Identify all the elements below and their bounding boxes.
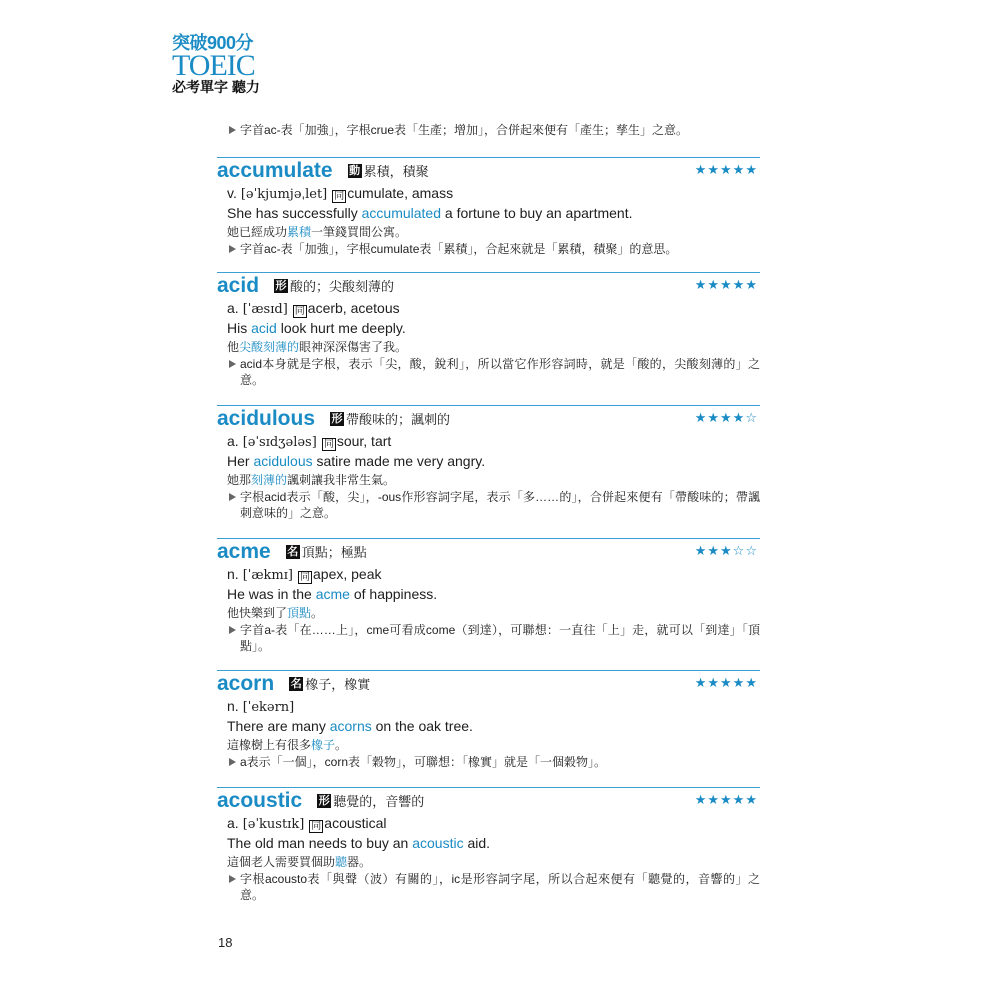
example-before: The old man needs to buy an — [227, 835, 413, 851]
translation — [217, 338, 760, 356]
translation-highlight: 橡子 — [311, 738, 336, 752]
synonym-badge: 同 — [294, 306, 305, 317]
triangle-bullet-icon — [228, 356, 240, 372]
example-sentence — [217, 584, 760, 604]
meaning: 酸的；尖酸刻薄的 — [290, 279, 395, 294]
continued-note — [228, 122, 760, 138]
headword: acorn — [217, 672, 275, 695]
phonetic: [ˈekərn] — [242, 700, 295, 715]
etymology-note — [228, 241, 760, 257]
part-of-speech-badge: 形 — [331, 412, 343, 425]
triangle-bullet-icon — [228, 754, 240, 770]
example-highlight: acorns — [329, 718, 372, 734]
translation-before: 她那 — [227, 473, 252, 487]
star-rating: ★★★★★ — [694, 676, 758, 691]
translation-before: 他快樂到了 — [227, 606, 288, 620]
part-of-speech-badge: 形 — [275, 279, 287, 292]
logo-brand: TOEIC — [172, 49, 255, 82]
star-rating: ★★★★★ — [694, 163, 758, 178]
phonetic: [ˈækmɪ] — [242, 568, 293, 583]
etymology-note — [228, 356, 760, 388]
synonyms: sour, tart — [336, 433, 392, 449]
part-of-speech-badge: 形 — [318, 794, 330, 807]
phonetic: [ˈæsɪd] — [242, 302, 288, 317]
example-before: She has successfully — [227, 205, 362, 221]
meaning: 橡子，橡實 — [305, 677, 371, 692]
translation-after: 。 — [311, 606, 324, 620]
etymology-note — [228, 871, 760, 903]
example-highlight: acoustic — [412, 835, 464, 851]
logo-subtitle: 必考單字 聽力 — [172, 79, 260, 95]
part-of-speech-badge: 動 — [349, 164, 361, 177]
part-of-speech: a. — [227, 815, 239, 831]
translation — [217, 471, 760, 489]
example-after: on the oak tree. — [371, 718, 473, 734]
synonyms: acoustical — [324, 815, 387, 831]
entry-header — [217, 273, 760, 298]
logo-title: 突破900分 — [172, 33, 254, 53]
entry-acidulous — [217, 405, 760, 521]
part-of-speech: n. — [227, 698, 239, 714]
synonym-badge: 同 — [334, 191, 345, 202]
entry-acorn — [217, 670, 760, 770]
translation-before: 她已經成功 — [227, 225, 288, 239]
translation-before: 這橡樹上有很多 — [227, 738, 312, 752]
triangle-bullet-icon — [228, 241, 240, 257]
headword: acidulous — [217, 407, 316, 430]
synonyms: cumulate, amass — [347, 185, 454, 201]
part-of-speech: a. — [227, 300, 239, 316]
translation-highlight: 頂點 — [287, 606, 312, 620]
book-logo — [172, 33, 272, 96]
translation-highlight: 刻薄的 — [251, 473, 288, 487]
meaning: 累積，積聚 — [363, 164, 429, 179]
star-rating: ★★★☆☆ — [694, 544, 758, 559]
headword: acoustic — [217, 789, 303, 812]
entry-header — [217, 788, 760, 813]
translation-after: 諷刺讓我非常生氣。 — [287, 473, 396, 487]
translation-highlight: 尖酸刻薄的 — [239, 340, 300, 354]
example-sentence — [217, 318, 760, 338]
note-text: 字根acousto表「與聲（波）有關的」，ic是形容詞字尾，所以合起來便有「聽覺的，音響的」之意。 — [240, 872, 760, 902]
pronunciation-line — [217, 431, 760, 451]
pronunciation-line — [217, 696, 760, 716]
note-text: 字首a-表「在……上」，cme可看成come（到達），可聯想：一直往「上」走，就可以「到達」「頂點」。 — [240, 623, 760, 653]
entry-accumulate — [217, 157, 760, 257]
note-text: a表示「一個」，corn表「穀物」，可聯想：「橡實」就是「一個穀物」。 — [240, 755, 607, 769]
translation-after: 。 — [335, 738, 348, 752]
entry-header — [217, 406, 760, 431]
triangle-bullet-icon — [228, 622, 240, 638]
headword: acid — [217, 274, 260, 297]
meaning: 帶酸味的；諷刺的 — [346, 412, 451, 427]
synonym-badge: 同 — [300, 572, 310, 583]
synonyms: apex, peak — [313, 566, 382, 582]
synonym-badge: 同 — [323, 439, 334, 450]
note-text: 字首ac-表「加強」，字根cumulate表「累積」，合起來就是「累積，積聚」的意思。 — [240, 242, 678, 256]
example-before: Her — [227, 453, 254, 469]
part-of-speech: n. — [227, 566, 239, 582]
translation — [217, 223, 760, 241]
part-of-speech: v. — [227, 185, 237, 201]
example-sentence — [217, 833, 760, 853]
etymology-note — [228, 754, 760, 770]
translation-after: 一筆錢買間公寓。 — [311, 225, 408, 239]
star-rating: ★★★★☆ — [694, 411, 758, 426]
example-before: He was in the — [227, 586, 316, 602]
entry-acid — [217, 272, 760, 388]
entry-header — [217, 671, 760, 696]
example-after: look hurt me deeply. — [276, 320, 406, 336]
translation-after: 器。 — [347, 855, 372, 869]
example-after: satire made me very angry. — [312, 453, 486, 469]
example-after: of happiness. — [349, 586, 438, 602]
entry-header — [217, 158, 760, 183]
star-rating: ★★★★★ — [694, 793, 758, 808]
example-sentence — [217, 716, 760, 736]
synonym-badge: 同 — [311, 821, 322, 832]
page-number: 18 — [218, 935, 233, 950]
note-text: 字根acid表示「酸，尖」，-ous作形容詞字尾，表示「多……的」，合併起來便有「帶酸味的；帶諷刺意味的」之意。 — [240, 490, 760, 520]
part-of-speech-badge: 名 — [287, 545, 299, 558]
phonetic: [əˈkjumjəˌlet] — [240, 187, 328, 202]
pronunciation-line — [217, 183, 760, 203]
translation-highlight: 聽 — [335, 855, 348, 869]
example-highlight: acme — [315, 586, 350, 602]
entry-acoustic — [217, 787, 760, 903]
etymology-note — [228, 622, 760, 654]
example-before: There are many — [227, 718, 330, 734]
triangle-bullet-icon — [228, 871, 240, 887]
example-sentence — [217, 203, 760, 223]
entry-acme — [217, 538, 760, 654]
note-text: 字首ac-表「加強」，字根crue表「生產；增加」，合併起來便有「產生；孳生」之意。 — [240, 123, 689, 137]
example-after: aid. — [463, 835, 491, 851]
translation — [217, 853, 760, 871]
phonetic: [əˈkustɪk] — [242, 817, 305, 832]
translation-highlight: 累積 — [287, 225, 312, 239]
translation-before: 這個老人需要買個助 — [227, 855, 336, 869]
meaning: 聽覺的，音響的 — [333, 794, 425, 809]
example-highlight: acidulous — [253, 453, 313, 469]
part-of-speech-badge: 名 — [290, 677, 302, 690]
headword: acme — [217, 540, 271, 563]
note-text: acid本身就是字根，表示「尖，酸，銳利」，所以當它作形容詞時，就是「酸的，尖酸刻薄的」之意。 — [240, 357, 760, 387]
meaning: 頂點；極點 — [301, 545, 367, 560]
headword: accumulate — [217, 159, 333, 182]
pronunciation-line — [217, 813, 760, 833]
triangle-bullet-icon — [228, 489, 240, 505]
star-rating: ★★★★★ — [694, 278, 758, 293]
example-after: a fortune to buy an apartment. — [441, 205, 633, 221]
pronunciation-line — [217, 298, 760, 318]
entry-header — [217, 539, 760, 564]
translation — [217, 604, 760, 622]
triangle-bullet-icon — [228, 122, 240, 138]
example-highlight: acid — [251, 320, 277, 336]
phonetic: [əˈsɪdʒələs] — [242, 435, 317, 450]
etymology-note — [228, 489, 760, 521]
pronunciation-line — [217, 564, 760, 584]
translation-before: 他 — [227, 340, 240, 354]
example-highlight: accumulated — [361, 205, 442, 221]
synonyms: acerb, acetous — [307, 300, 400, 316]
example-sentence — [217, 451, 760, 471]
translation-after: 眼神深深傷害了我。 — [299, 340, 408, 354]
example-before: His — [227, 320, 252, 336]
part-of-speech: a. — [227, 433, 239, 449]
translation — [217, 736, 760, 754]
